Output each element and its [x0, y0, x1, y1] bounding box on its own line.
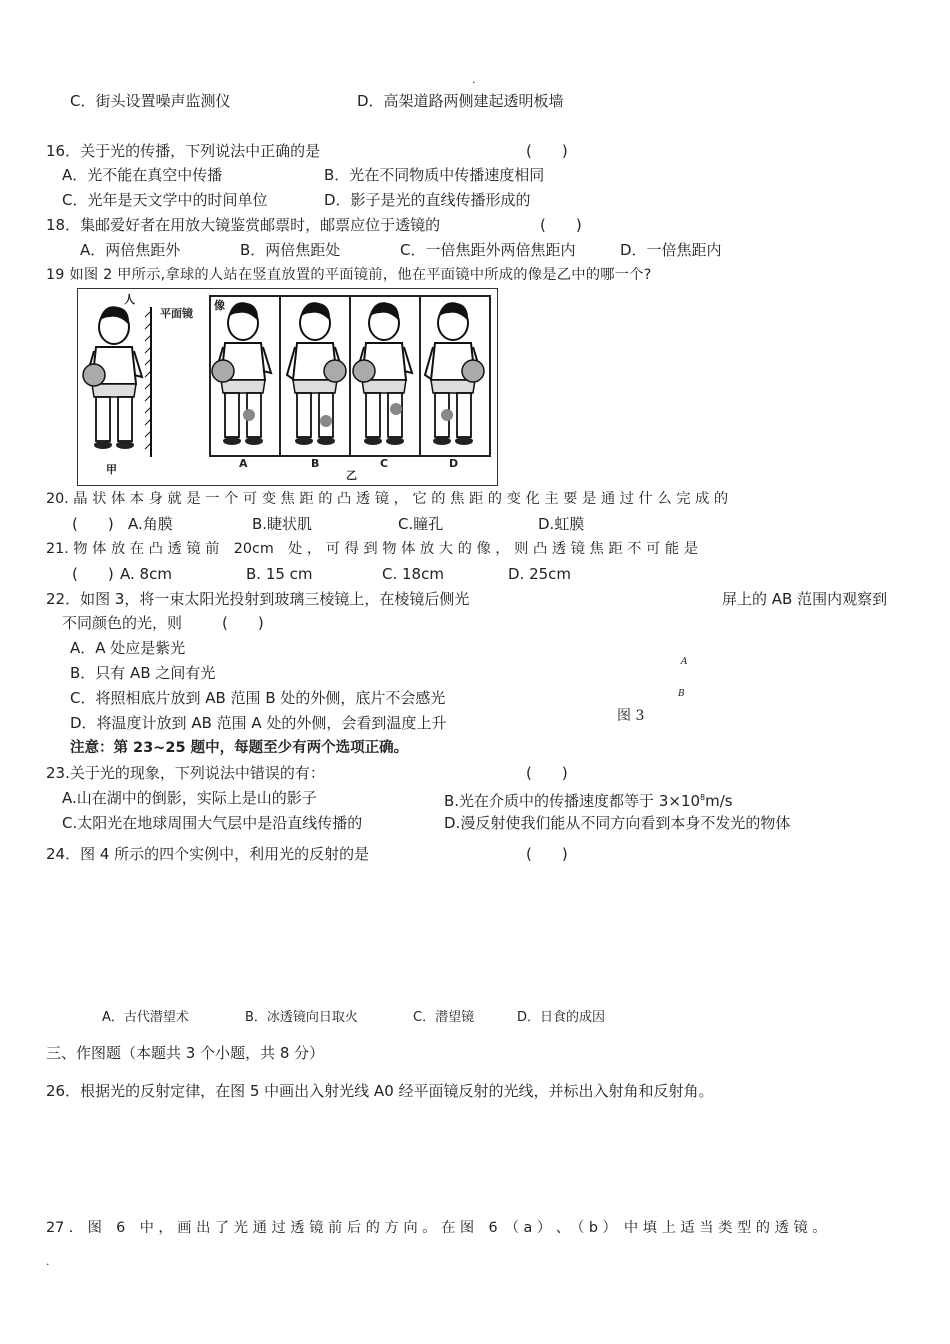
q23-option-d: D.漫反射使我们能从不同方向看到本身不发光的物体 [444, 814, 791, 832]
q20-option-d: D.虹膜 [538, 515, 585, 533]
figure-2-panel-b [279, 295, 351, 457]
figure-2-mirror-images [77, 288, 498, 486]
q18-answer-paren: ( ) [540, 216, 582, 234]
q24-stem: 24．图 4 所示的四个实例中，利用光的反射的是 [46, 845, 370, 863]
figure-2-panel-a [209, 295, 281, 457]
section-3-heading: 三、作图题（本题共 3 个小题，共 8 分） [46, 1044, 325, 1062]
figure-3-label-a: A [681, 657, 688, 667]
page-dot-bottom: . [46, 1255, 50, 1268]
q22-option-b: B．只有 AB 之间有光 [70, 664, 216, 682]
q16-option-c: C．光年是天文学中的时间单位 [62, 191, 268, 209]
q23-stem: 23.关于光的现象，下列说法中错误的有： [46, 764, 325, 782]
q16-option-a: A．光不能在真空中传播 [62, 166, 223, 184]
q21-answer-paren: ( ) [72, 565, 114, 583]
q23-option-a: A.山在湖中的倒影，实际上是山的影子 [62, 789, 317, 807]
q21-option-b: B. 15 cm [246, 565, 313, 583]
q18-option-a: A．两倍焦距外 [80, 241, 181, 259]
q23-option-b-unit: m/s [705, 792, 733, 810]
q23-option-b-text: B.光在介质中的传播速度都等于 3×10 [444, 792, 701, 810]
q20-option-a: A.角膜 [128, 515, 173, 533]
q15-option-d: D．高架道路两侧建起透明板墙 [357, 92, 564, 110]
figure-2-label-person: 人 [124, 293, 135, 306]
q21-stem: 21. 物 体 放 在 凸 透 镜 前 20cm 处 ， 可 得 到 物 体 放 大 的 像 ， 则 凸 透 镜 焦 距 不 可 能 是 [46, 541, 699, 557]
q18-option-b: B．两倍焦距处 [240, 241, 341, 259]
q21-option-d: D. 25cm [508, 565, 572, 583]
q16-stem: 16．关于光的传播，下列说法中正确的是 [46, 142, 321, 160]
q22-option-a: A．A 处应是紫光 [70, 639, 186, 657]
figure-3-caption: 图 3 [617, 708, 645, 724]
q24-option-d: D．日食的成因 [517, 1010, 606, 1025]
page-dot: . [472, 73, 476, 86]
q20-answer-paren: ( ) [72, 515, 114, 533]
q16-option-d: D．影子是光的直线传播形成的 [324, 191, 531, 209]
q20-option-b: B.睫状肌 [252, 515, 313, 533]
q23-option-b [444, 788, 733, 811]
figure-2-panel-d [419, 295, 491, 457]
q18-option-c: C．一倍焦距外两倍焦距内 [400, 241, 576, 259]
figure-2-label-a: A [239, 457, 248, 470]
figure-2-label-yi: 乙 [346, 469, 357, 482]
q23-option-c: C.太阳光在地球周围大气层中是沿直线传播的 [62, 814, 363, 832]
q18-stem: 18．集邮爱好者在用放大镜鉴赏邮票时，邮票应位于透镜的 [46, 216, 441, 234]
q22-stem-line2: 不同颜色的光，则 [62, 614, 183, 632]
q22-option-c: C．将照相底片放到 AB 范围 B 处的外侧，底片不会感光 [70, 689, 446, 707]
q20-option-c: C.瞳孔 [398, 515, 444, 533]
q22-stem-part2: 屏上的 AB 范围内观察到 [722, 590, 888, 608]
q23-option-b-exponent: 8 [700, 793, 706, 802]
q20-stem: 20. 晶 状 体 本 身 就 是 一 个 可 变 焦 距 的 凸 透 镜 ， 它 的 焦 距 的 变 化 主 要 是 通 过 什 么 完 成 的 [46, 491, 729, 507]
q22-answer-paren: ( ) [222, 614, 264, 632]
figure-2-label-image: 像 [214, 299, 225, 312]
q16-option-b: B．光在不同物质中传播速度相同 [324, 166, 545, 184]
q26-stem: 26．根据光的反射定律，在图 5 中画出入射光线 A0 经平面镜反射的光线，并标出入射角和反射角。 [46, 1082, 714, 1100]
figure-2-label-d: D [449, 457, 459, 470]
q23-answer-paren: ( ) [526, 764, 568, 782]
figure-2-label-mirror: 平面镜 [160, 307, 193, 320]
q16-answer-paren: ( ) [526, 142, 568, 160]
q21-option-c: C. 18cm [382, 565, 444, 583]
figure-2-label-b: B [311, 457, 320, 470]
q21-option-a: A. 8cm [120, 565, 172, 583]
q24-option-b: B．冰透镜向日取火 [245, 1010, 358, 1025]
note-multi-choice: 注意：第 23~25 题中，每题至少有两个选项正确。 [70, 740, 409, 756]
figure-2-panel-c [349, 295, 421, 457]
q24-answer-paren: ( ) [526, 845, 568, 863]
q24-option-c: C．潜望镜 [413, 1010, 475, 1025]
figure-2-label-jia: 甲 [106, 463, 117, 476]
q27-stem: 27 ． 图 6 中 ， 画 出 了 光 通 过 透 镜 前 后 的 方 向 。 在 图 6 （ a ） 、 （ b ） 中 填 上 适 当 类 型 的 透 镜 。 [46, 1220, 827, 1236]
q19-stem: 19 如图 2 甲所示,拿球的人站在竖直放置的平面镜前，他在平面镜中所成的像是乙中的哪一个? [46, 267, 652, 283]
figure-3-label-b: B [678, 689, 685, 699]
q24-option-a: A．古代潜望术 [102, 1010, 189, 1025]
q18-option-d: D．一倍焦距内 [620, 241, 722, 259]
q22-stem-part1: 22．如图 3，将一束太阳光投射到玻璃三棱镜上，在棱镜后侧光 [46, 590, 470, 608]
q22-option-d: D．将温度计放到 AB 范围 A 处的外侧，会看到温度上升 [70, 714, 447, 732]
figure-2-label-c: C [380, 457, 389, 470]
q15-option-c: C．街头设置噪声监测仪 [70, 92, 231, 110]
